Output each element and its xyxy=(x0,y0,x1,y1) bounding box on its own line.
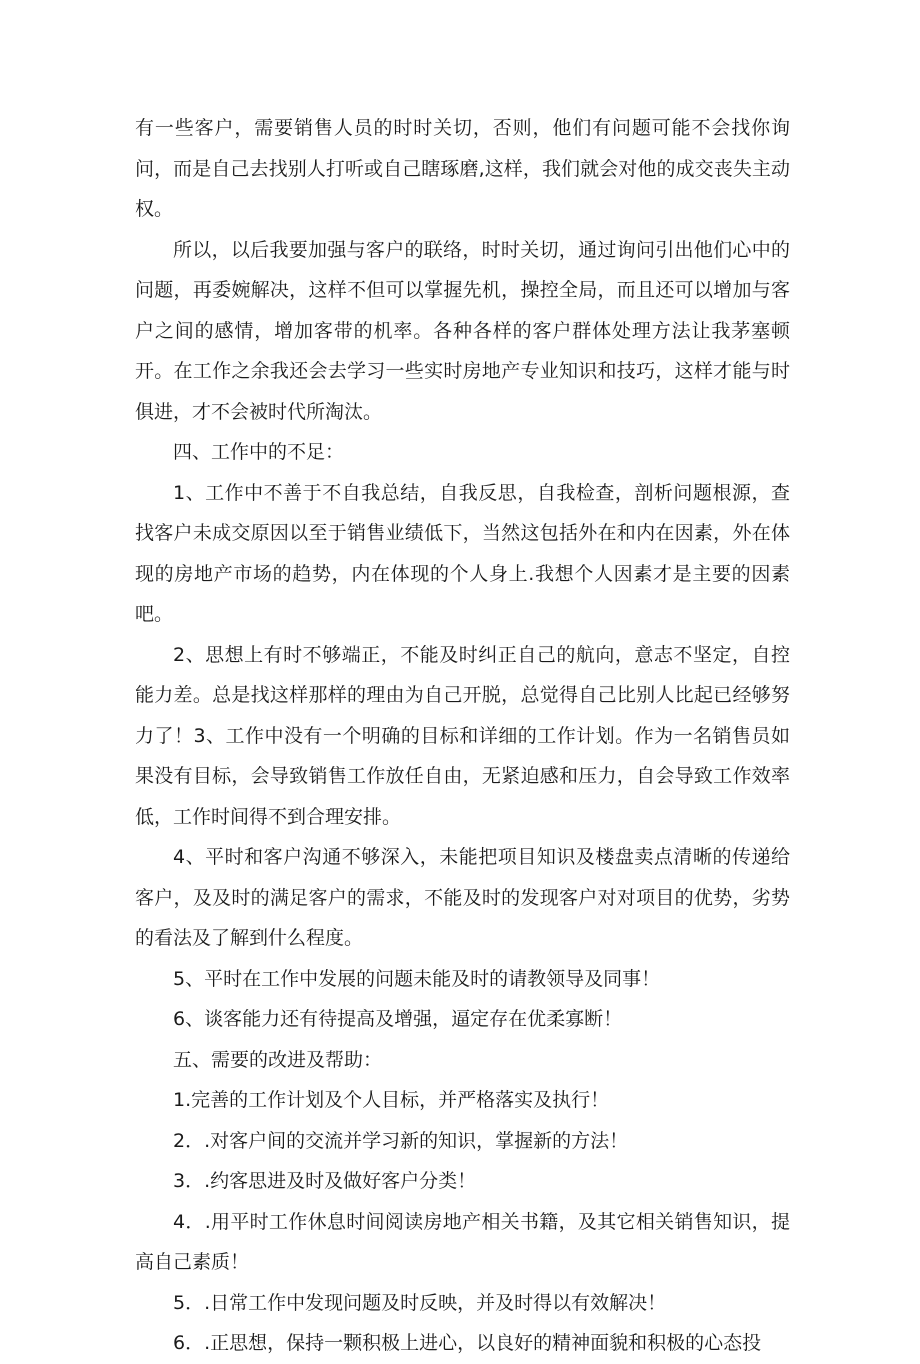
improvement-item-6: 6．.正思想，保持一颗积极上进心，以良好的精神面貌和积极的心态投 xyxy=(173,1332,762,1354)
shortcoming-item-6: 6、谈客能力还有待提高及增强，逼定存在优柔寡断！ xyxy=(173,1008,623,1030)
improvement-item-5: 5．.日常工作中发现问题及时反映，并及时得以有效解决！ xyxy=(173,1291,667,1314)
improvement-item-2: 2．.对客户间的交流并学习新的知识，掌握新的方法！ xyxy=(173,1129,629,1152)
shortcoming-item-2: 2、思想上有时不够端正，不能及时纠正自己的航向，意志不坚定，自控能力差。总是找这样那样的理由为自己开脱，总觉得自己比别人比起已经够努力了！3、工作中没有一个明确的目标和详细的工作计划。作为一名销售员如果没有目标，会导致销售工作放任自由，无紧迫感和压力，自会导致工作效率低，工作时间得不到合理安排。 xyxy=(135,643,790,828)
improvement-item-3: 3．.约客思进及时及做好客户分类！ xyxy=(173,1170,477,1192)
shortcoming-item-4: 4、平时和客户沟通不够深入，未能把项目知识及楼盘卖点清晰的传递给客户，及及时的满足客户的需求，不能及时的发现客户对对项目的优势，劣势的看法及了解到什么程度。 xyxy=(135,846,790,949)
paragraph-strengthen-contact: 所以，以后我要加强与客户的联络，时时关切，通过询问引出他们心中的问题，再委婉解决，这样不但可以掌握先机，操控全局，而且还可以增加与客户之间的感情，增加客带的机率。各种各样的客户群体处理方法让我茅塞顿开。在工作之余我还会去学习一些实时房地产专业知识和技巧，这样才能与时俱进，才不会被时代所淘汰。 xyxy=(135,238,790,423)
document-body xyxy=(135,108,790,1364)
section-heading-improvements: 五、需要的改进及帮助： xyxy=(173,1048,383,1071)
paragraph-customer-attention: 有一些客户，需要销售人员的时时关切，否则，他们有问题可能不会找你询问，而是自己去找别人打听或自己瞎琢磨,这样，我们就会对他的成交丧失主动权。 xyxy=(135,117,790,220)
shortcoming-item-1: 1、工作中不善于不自我总结，自我反思，自我检查，剖析问题根源，查找客户未成交原因以至于销售业绩低下，当然这包括外在和内在因素，外在体现的房地产市场的趋势，内在体现的个人身上.我想个人因素才是主要的因素吧。 xyxy=(135,481,790,625)
improvement-item-1: 1.完善的工作计划及个人目标，并严格落实及执行！ xyxy=(173,1089,610,1111)
improvement-item-4: 4．.用平时工作休息时间阅读房地产相关书籍，及其它相关销售知识，提高自己素质！ xyxy=(135,1210,790,1273)
section-heading-shortcomings: 四、工作中的不足： xyxy=(173,441,345,463)
shortcoming-item-5: 5、平时在工作中发展的问题未能及时的请教领导及同事！ xyxy=(173,967,661,990)
